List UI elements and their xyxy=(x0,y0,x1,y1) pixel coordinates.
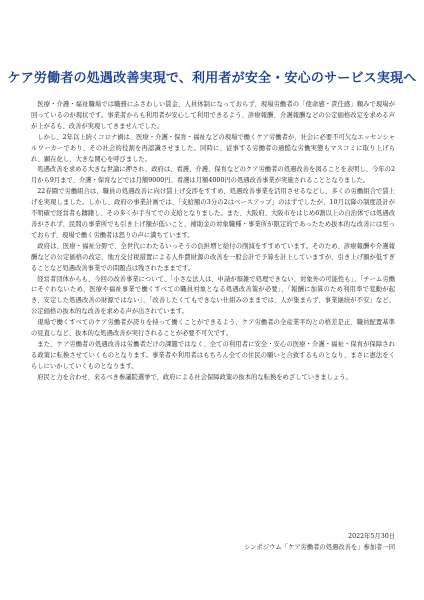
paragraph-3: 処遇改善を求める大きな世論に押され、政府は、看護、介護、保育などのケア労働者の処遇改善を図ることを表明し、今年の2月から9月まで、介護・保育などでは月額9000円、看護は月額4000円の処遇改善事業が実施されることとなりました。 xyxy=(31,166,395,185)
document-body xyxy=(31,100,395,384)
document-signature: シンポジウム「ケア労働者の処遇改善を」参加者一同 xyxy=(244,544,395,551)
document-title: ケア労働者の処遇改善実現で、利用者が安全・安心のサービス実現へ xyxy=(7,71,417,86)
paragraph-8: また、ケア労働者の処遇改善は労働者だけの課題ではなく、全ての利用者に安全・安心の医療・介護・福祉・保育が保障される政策に転換させていくものとなります。事業者や利用者はもちろん全ての住民の願いと合致するものとなり、まさに憲法をくらしにいかしていくものとなります。 xyxy=(31,340,395,370)
document-date: 2022年5月30日 xyxy=(348,533,395,540)
paragraph-5: 政府は、医療・福祉分野で、全世代にわたるいっそうの負担増と給付の削減をすすめています。そのため、診療報酬や介護報酬などの公定価格の改定、地方交付税措置による人件費財源の改善を一般会計で予算を計上していますが、引き上げ額が低すぎることなど処遇改善事業での問題点は残されたままです。 xyxy=(31,242,395,272)
paragraph-7: 現場で働くすべてのケア労働者が誇りを持って働くことができるよう、ケア労働者の全産業平均との格差是正、職員配置基準の見直しなど、抜本的な処遇改善が実行されることが必要不可欠です。 xyxy=(31,319,395,338)
paragraph-9: 府民と力を合わせ、来るべき参議院選挙で、政府による社会保障政策の抜本的な転換をめざしていきましょう。 xyxy=(37,373,352,381)
paragraph-6: 経営者団体からも、今回の改善事業について、「小さな法人は、申請が煩雑で処理できない、対象外の可能性も」、「チーム労働にそぐわないため、医療や福祉事業で働くすべての職員対象となる処遇改善策が必要」、「報酬に加算のため利用率で変動が起き、安定した処遇改善の財源ではない」、「改善したくてもできない仕組みのままでは、人が集まらず、事業継続が不安」など、公定価格の抜本的な改善を求める声が出されています。 xyxy=(31,275,395,316)
paragraph-1: 医療・介護・福祉職場では職務にふさわしい賃金、人員体制になっておらず、現場労働者の「使命感・責任感」頼みで現場が回っているのが現状です。事業者からも利用者が安心して利用できるよう、診療報酬、介護報酬などの公定価格改定を求める声が上がるも、改善が実現してきませんでした。 xyxy=(31,101,395,130)
paragraph-4: 22春闘で労働組合は、職員の処遇改善に向け賃上げ交渉をすすめ、処遇改善事業を活用させるなどし、多くの労働組合で賃上げを実現しました。しかし、政府の事業計画では、「支給額の3分の2はベースアップ」のはずでしたが、10月以降の制度設計が不明確で経営者も躊躇し、その多くが手当てでの支給となりました。また、大阪府、大阪市をはじめ6割以上の自治体では処遇改善がされず、民間の事業所でも引き上げ額が低いこと、補助金の対象職種・事業所が限定的であったため抜本的な改善には至っておらず、現場で働く労働者は怒りの声に満ちています。 xyxy=(31,188,395,239)
paragraph-2: しかし、2年以上続くコロナ禍は、医療・介護・保育・福祉などの現場で働くケア労働者が、社会に必要不可欠なエッセンシャルワーカーであり、その社会的役割を再認識させました。同時に、従事する労働者の過酷な労働実態もマスコミに取り上げられ、顕在化し、大きな関心を呼びました。 xyxy=(31,133,395,163)
